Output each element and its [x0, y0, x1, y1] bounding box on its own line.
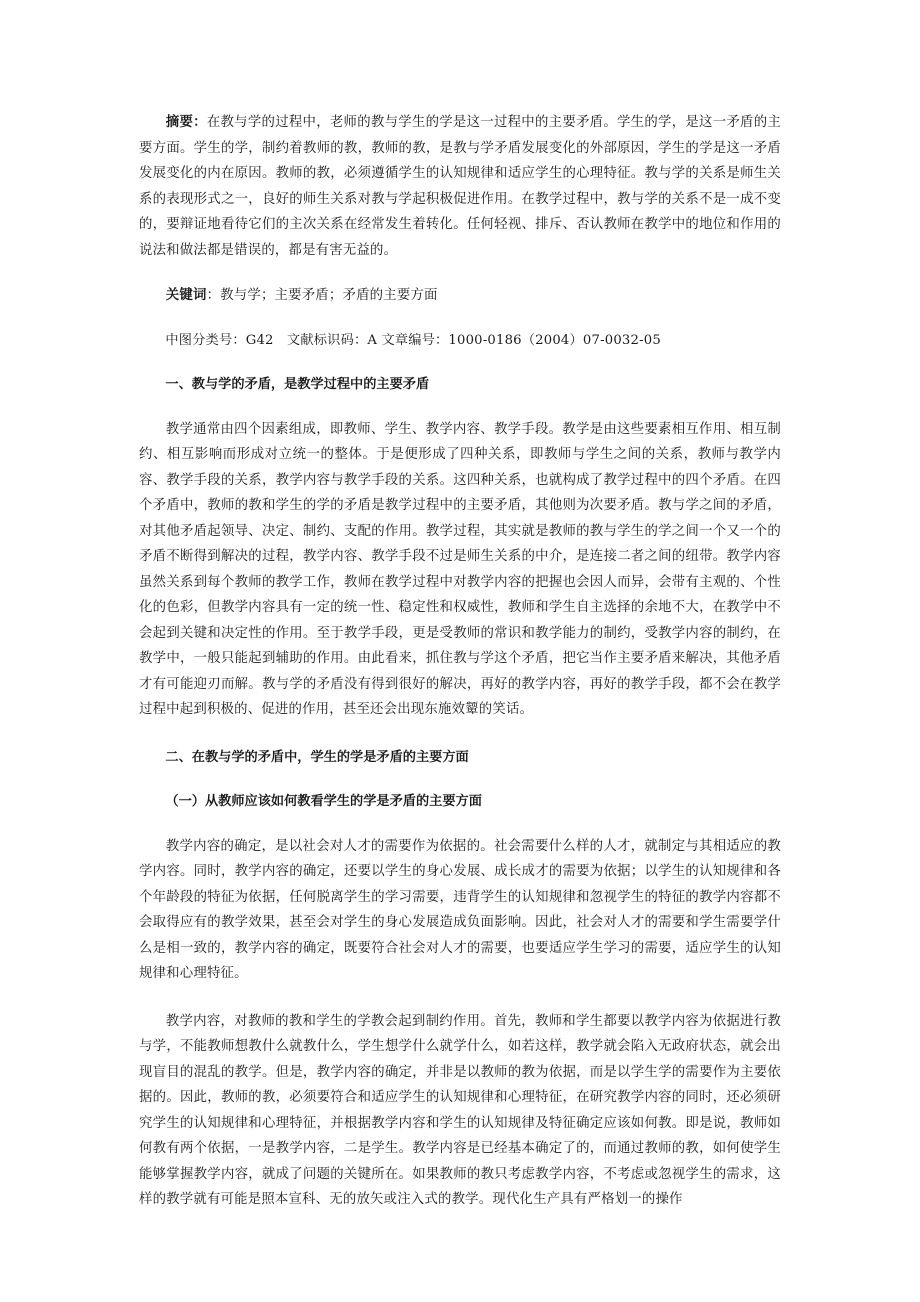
abstract-paragraph [139, 110, 781, 263]
spacer [139, 987, 781, 1009]
spacer [139, 263, 781, 283]
keywords-paragraph [139, 283, 781, 309]
section-2-subheading: （一）从教师应该如何教看学生的学是矛盾的主要方面 [165, 794, 482, 809]
spacer [139, 398, 781, 417]
section-2-heading: 二、在教与学的矛盾中，学生的学是矛盾的主要方面 [165, 749, 469, 765]
classification-line: 中图分类号：G42 文献标识码：A 文章编号：1000-0186（2004）07-0032-05 [165, 332, 661, 348]
section-2-paragraph-2: 教学内容，对教师的教和学生的学教会起到制约作用。首先，教师和学生都要以教学内容为依据进行教与学，不能教师想教什么就教什么，学生想学什么就学什么，如若这样，教学就会陷入无政府状态，就会出现盲目的混乱的教学。但是，教学内容的确定，并非是以教师的教为依据，而是以学生学的需要作为主要依据的。因此，教师的教，必须要符合和适应学生的认知规律和心理特征，在研究教学内容的同时，还必须研究学生的认知规律和心理特征，并根据教学内容和学生的认知规律及特征确定应该如何教。即是说，教师如何教有两个依据，一是教学内容，二是学生。教学内容是已经基本确定了的，而通过教师的教，如何使学生能够掌握教学内容，就成了问题的关键所在。如果教师的教只考虑教学内容，不考虑或忽视学生的需求，这样的教学就有可能是照本宣科、无的放矢或注入式的教学。现代化生产具有严格划一的操作 [139, 1013, 781, 1207]
keywords-label: 关键词 [165, 288, 207, 303]
section-1-heading: 一、教与学的矛盾，是教学过程中的主要矛盾 [165, 377, 430, 392]
keywords-text: ：教与学；主要矛盾；矛盾的主要方面 [206, 288, 438, 303]
spacer [139, 723, 781, 745]
spacer [139, 815, 781, 834]
section-2-paragraph-1: 教学内容的确定，是以社会对人才的需要作为依据的。社会需要什么样的人才，就制定与其相适应的教学内容。同时，教学内容的确定，还要以学生的身心发展、成长成才的需要为依据；以学生的认知规律和各个年龄段的特征为依据，任何脱离学生的学习需要，违背学生的认知规律和忽视学生的特征的教学内容都不会取得应有的教学效果，甚至会对学生的身心发展造成负面影响。因此，社会对人才的需要和学生需要学什么是相一致的，教学内容的确定，既要符合社会对人才的需要，也要适应学生学习的需要，适应学生的认知规律和心理特征。 [139, 838, 781, 981]
document-page [139, 110, 781, 1213]
spacer [139, 770, 781, 789]
abstract-text: 在教与学的过程中，老师的教与学生的学是这一过程中的主要矛盾。学生的学，是这一矛盾的主要方面。学生的学，制约着教师的教，教师的教，是教与学矛盾发展变化的外部原因，学生的学是这一矛盾发展变化的内在原因。教师的教，必须遵循学生的认知规律和适应学生的心理特征。教与学的关系是师生关系的表现形式之一，良好的师生关系对教与学起积极促进作用。在教学过程中，教与学的关系不是一成不变的，要辩证地看待它们的主次关系在经常发生着转化。任何轻视、排斥、否认教师在教学中的地位和作用的说法和做法都是错误的，都是有害无益的。 [139, 115, 781, 258]
spacer [139, 353, 781, 372]
spacer [139, 309, 781, 328]
abstract-label: 摘要： [165, 115, 207, 130]
section-1-paragraph: 教学通常由四个因素组成，即教师、学生、教学内容、教学手段。教学是由这些要素相互作用、相互制约、相互影响而形成对立统一的整体。于是便形成了四种关系，即教师与学生之间的关系，教师与教学内容、教学手段的关系，教学内容与教学手段的关系。这四种关系，也就构成了教学过程中的四个矛盾。在四个矛盾中，教师的教和学生的学的矛盾是教学过程中的主要矛盾，其他则为次要矛盾。教与学之间的矛盾，对其他矛盾起领导、决定、制约、支配的作用。教学过程，其实就是教师的教与学生的学之间一个又一个的矛盾不断得到解决的过程，教学内容、教学手段不过是师生关系的中介，是连接二者之间的纽带。教学内容虽然关系到每个教师的教学工作，教师在教学过程中对教学内容的把握也会因人而异，会带有主观的、个性化的色彩，但教学内容具有一定的统一性、稳定性和权威性，教师和学生自主选择的余地不大，在教学中不会起到关键和决定性的作用。至于教学手段，更是受教师的常识和教学能力的制约，受教学内容的制约，在教学中，一般只能起到辅助的作用。由此看来，抓住教与学这个矛盾，把它当作主要矛盾来解决，其他矛盾才有可能迎刃而解。教与学的矛盾没有得到很好的解决，再好的教学内容，再好的教学手段，都不会在教学过程中起到积极的、促进的作用，甚至还会出现东施效颦的笑话。 [139, 421, 781, 717]
